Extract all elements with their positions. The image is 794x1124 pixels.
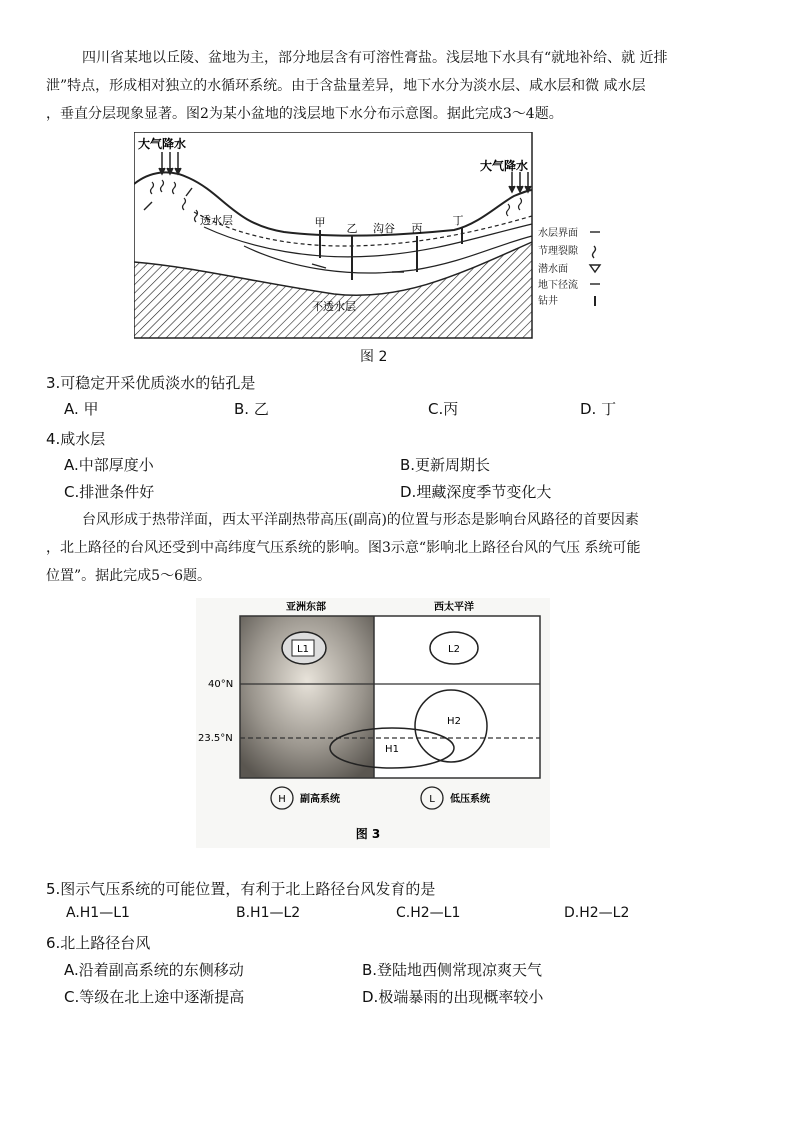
legend-interface: 水层界面 xyxy=(538,228,578,239)
well-yi-label: 乙 xyxy=(346,222,358,235)
legend-water-table: 潜水面 xyxy=(538,264,568,275)
q4-option-d[interactable]: D.埋藏深度季节变化大 xyxy=(400,483,552,501)
rain-arrows-left xyxy=(159,152,181,174)
well-bing-label: 丙 xyxy=(411,222,423,235)
q4-option-b[interactable]: B.更新周期长 xyxy=(400,456,491,474)
legend-fissure: 节理裂隙 xyxy=(538,246,578,257)
q6-option-d[interactable]: D.极端暴雨的出现概率较小 xyxy=(362,988,544,1006)
q4-option-c[interactable]: C.排泄条件好 xyxy=(64,483,155,501)
ground-surface xyxy=(134,172,532,235)
q3-option-d[interactable]: D. 丁 xyxy=(580,400,617,418)
figure-3-caption: 图 3 xyxy=(355,827,381,841)
low-l2-label: L2 xyxy=(448,644,460,655)
figure-2-diagram xyxy=(134,132,604,342)
impermeable-label: 不透水层 xyxy=(312,300,356,313)
passage-2-line-2: ，北上路径的台风还受到中高纬度气压系统的影响。图3示意“影响北上路径台风的气压 系统可能 xyxy=(46,540,641,556)
passage-1-line-2: 泄”特点，形成相对独立的水循环系统。由于含盐量差异，地下水分为淡水层、咸水层和微 咸水层 xyxy=(46,78,646,94)
passage-1-line-3: ，垂直分层现象显著。图2为某小盆地的浅层地下水分布示意图。据此完成3～4题。 xyxy=(46,106,563,122)
legend-well: 钻井 xyxy=(538,296,558,307)
question-6-stem: 6.北上路径台风 xyxy=(46,934,151,952)
passage-2-line-3: 位置”。据此完成5～6题。 xyxy=(46,568,211,584)
legend-l-symbol: L xyxy=(429,794,435,805)
permeable-label: 透水层 xyxy=(200,214,233,227)
q5-option-c[interactable]: C.H2—L1 xyxy=(396,905,461,921)
question-3-stem: 3.可稳定开采优质淡水的钻孔是 xyxy=(46,374,256,392)
q6-option-a[interactable]: A.沿着副高系统的东侧移动 xyxy=(64,961,244,979)
q3-option-b[interactable]: B. 乙 xyxy=(234,400,269,418)
passage-2 xyxy=(46,506,746,590)
west-pacific-label: 西太平洋 xyxy=(434,602,474,613)
well-jia-label: 甲 xyxy=(314,216,326,229)
legend-h-label: 副高系统 xyxy=(300,794,340,805)
passage-1-line-1: 四川省某地以丘陵、盆地为主，部分地层含有可溶性膏盐。浅层地下水具有“就地补给、就 近排 xyxy=(82,50,668,66)
low-l1-label: L1 xyxy=(297,644,309,655)
q5-option-b[interactable]: B.H1—L2 xyxy=(236,905,301,921)
figure-2-legend xyxy=(538,226,579,307)
asia-east-label: 亚洲东部 xyxy=(286,602,326,613)
rain-left-label: 大气降水 xyxy=(138,137,187,151)
legend-h-symbol: H xyxy=(278,794,286,805)
well-ding-label: 丁 xyxy=(452,214,464,227)
q3-option-c[interactable]: C.丙 xyxy=(428,400,459,418)
passage-2-line-1: 台风形成于热带洋面，西太平洋副热带高压(副高)的位置与形态是影响台风路径的首要因素 xyxy=(82,512,639,528)
lat-23-label: 23.5°N xyxy=(198,733,233,744)
q3-option-a[interactable]: A. 甲 xyxy=(64,400,99,418)
lat-40-label: 40°N xyxy=(208,679,234,690)
question-5-stem: 5.图示气压系统的可能位置，有利于北上路径台风发育的是 xyxy=(46,880,436,898)
question-4-stem: 4.咸水层 xyxy=(46,430,106,448)
high-h2-label: H2 xyxy=(447,716,461,727)
q5-option-d[interactable]: D.H2—L2 xyxy=(564,905,630,921)
legend-l-label: 低压系统 xyxy=(450,794,490,805)
q6-option-c[interactable]: C.等级在北上途中逐渐提高 xyxy=(64,988,245,1006)
legend-symbols xyxy=(590,232,600,306)
rain-arrows-right xyxy=(509,172,531,192)
q5-option-a[interactable]: A.H1—L1 xyxy=(66,905,130,921)
passage-1 xyxy=(46,44,746,128)
q6-option-b[interactable]: B.登陆地西侧常现凉爽天气 xyxy=(362,961,543,979)
q4-option-a[interactable]: A.中部厚度小 xyxy=(64,456,154,474)
rain-right-label: 大气降水 xyxy=(480,159,529,173)
figure-3-diagram xyxy=(196,598,550,848)
valley-label: 沟谷 xyxy=(373,222,395,235)
figure-2-caption: 图 2 xyxy=(360,349,388,365)
high-h1-label: H1 xyxy=(385,744,399,755)
legend-runoff: 地下径流 xyxy=(538,280,578,291)
